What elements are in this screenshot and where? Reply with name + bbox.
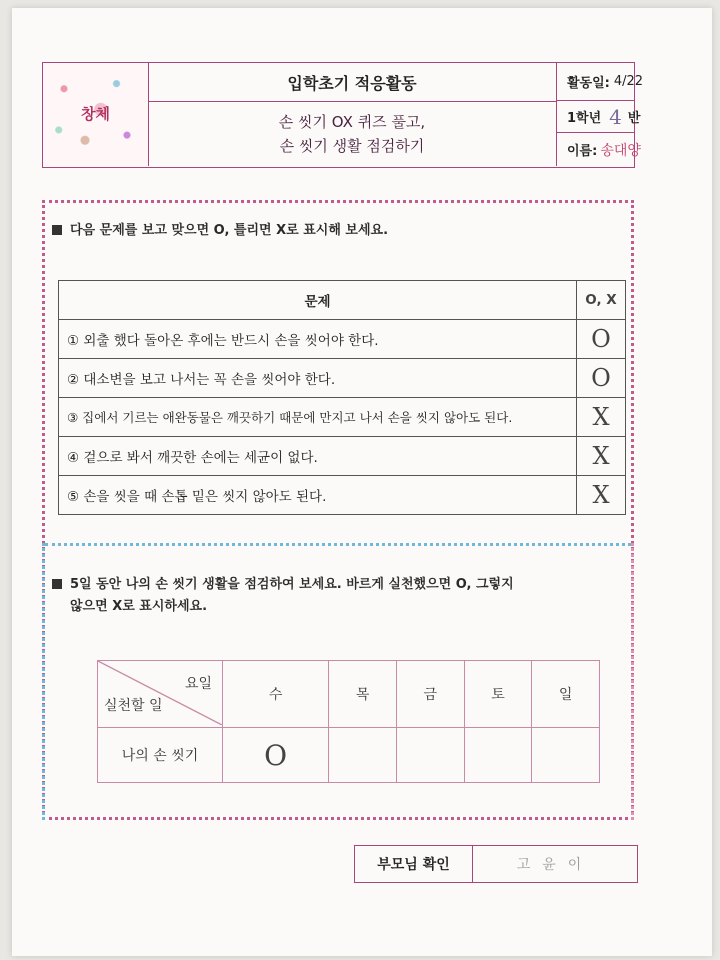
quiz-row xyxy=(59,476,626,515)
subtitle-line-1: 손 씻기 OX 퀴즈 풀고, xyxy=(278,112,426,131)
day-sun: 일 xyxy=(532,661,600,728)
mark-thu xyxy=(329,728,397,783)
worksheet-title: 입학초기 적응활동 xyxy=(148,63,556,102)
mark-sat xyxy=(464,728,532,783)
quiz-question: ④ 겉으로 봐서 깨끗한 손에는 세균이 없다. xyxy=(59,437,577,476)
class-value: 4 xyxy=(609,104,622,129)
bullet-square-icon xyxy=(52,225,62,235)
bullet-square-icon xyxy=(52,579,62,589)
quiz-question: ② 대소변을 보고 나서는 꼭 손을 씻어야 한다. xyxy=(59,359,577,398)
task-label: 나의 손 씻기 xyxy=(98,728,223,783)
weekly-check-table xyxy=(97,660,600,783)
parent-signature: 고윤이 xyxy=(516,857,594,873)
quiz-instruction: 다음 문제를 보고 맞으면 O, 틀리면 X로 표시해 보세요. xyxy=(52,220,388,242)
quiz-header-row xyxy=(59,281,626,320)
quiz-question: ③ 집에서 기르는 애완동물은 깨끗하기 때문에 만지고 나서 손을 씻지 않아도 된다. xyxy=(59,398,577,437)
logo-box xyxy=(43,63,149,166)
day-fri: 금 xyxy=(396,661,464,728)
name-cell xyxy=(556,133,641,166)
logo-text: 창체 xyxy=(81,105,110,123)
name-label: 이름: xyxy=(567,144,598,159)
days-row xyxy=(98,661,600,728)
date-cell xyxy=(556,63,644,101)
grade-label: 1학년 xyxy=(567,111,602,126)
quiz-answer: X xyxy=(577,398,626,437)
quiz-row xyxy=(59,359,626,398)
question-column-header: 문제 xyxy=(59,281,577,320)
class-label: 반 xyxy=(627,111,641,126)
ox-column-header: O, X xyxy=(577,281,626,320)
date-label: 활동일: xyxy=(567,76,610,91)
day-wed: 수 xyxy=(223,661,329,728)
quiz-answer: X xyxy=(577,437,626,476)
name-value: 송대양 xyxy=(600,142,641,159)
quiz-row xyxy=(59,398,626,437)
corner-cell xyxy=(98,661,223,728)
week-instruction: 5일 동안 나의 손 씻기 생활을 점검하여 보세요. 바르게 실천했으면 O, 그렇지 않으면 X로 표시하세요. xyxy=(52,574,514,618)
date-value: 4/22 xyxy=(613,74,644,89)
mark-sun xyxy=(532,728,600,783)
corner-day-label: 요일 xyxy=(184,676,212,692)
header-box xyxy=(42,62,644,168)
quiz-table xyxy=(58,280,626,515)
quiz-answer: O xyxy=(577,320,626,359)
section-divider xyxy=(45,543,631,546)
subtitle-line-2: 손 씻기 생활 점검하기 xyxy=(279,136,425,155)
corner-task-label: 실천할 일 xyxy=(104,698,163,714)
quiz-row xyxy=(59,320,626,359)
quiz-answer: O xyxy=(577,359,626,398)
worksheet-subtitle xyxy=(148,101,556,166)
quiz-question: ⑤ 손을 씻을 때 손톱 밑은 씻지 않아도 된다. xyxy=(59,476,577,515)
parent-confirmation-box xyxy=(354,845,638,883)
day-sat: 토 xyxy=(464,661,532,728)
mark-fri xyxy=(396,728,464,783)
quiz-row xyxy=(59,437,626,476)
grade-class-cell xyxy=(556,101,641,133)
task-row xyxy=(98,728,600,783)
parent-confirmation-label: 부모님 확인 xyxy=(355,846,473,882)
diagonal-line xyxy=(98,661,222,725)
mark-wed: O xyxy=(223,728,329,783)
day-thu: 목 xyxy=(329,661,397,728)
quiz-question: ① 외출 했다 돌아온 후에는 반드시 손을 씻어야 한다. xyxy=(59,320,577,359)
quiz-answer: X xyxy=(577,476,626,515)
